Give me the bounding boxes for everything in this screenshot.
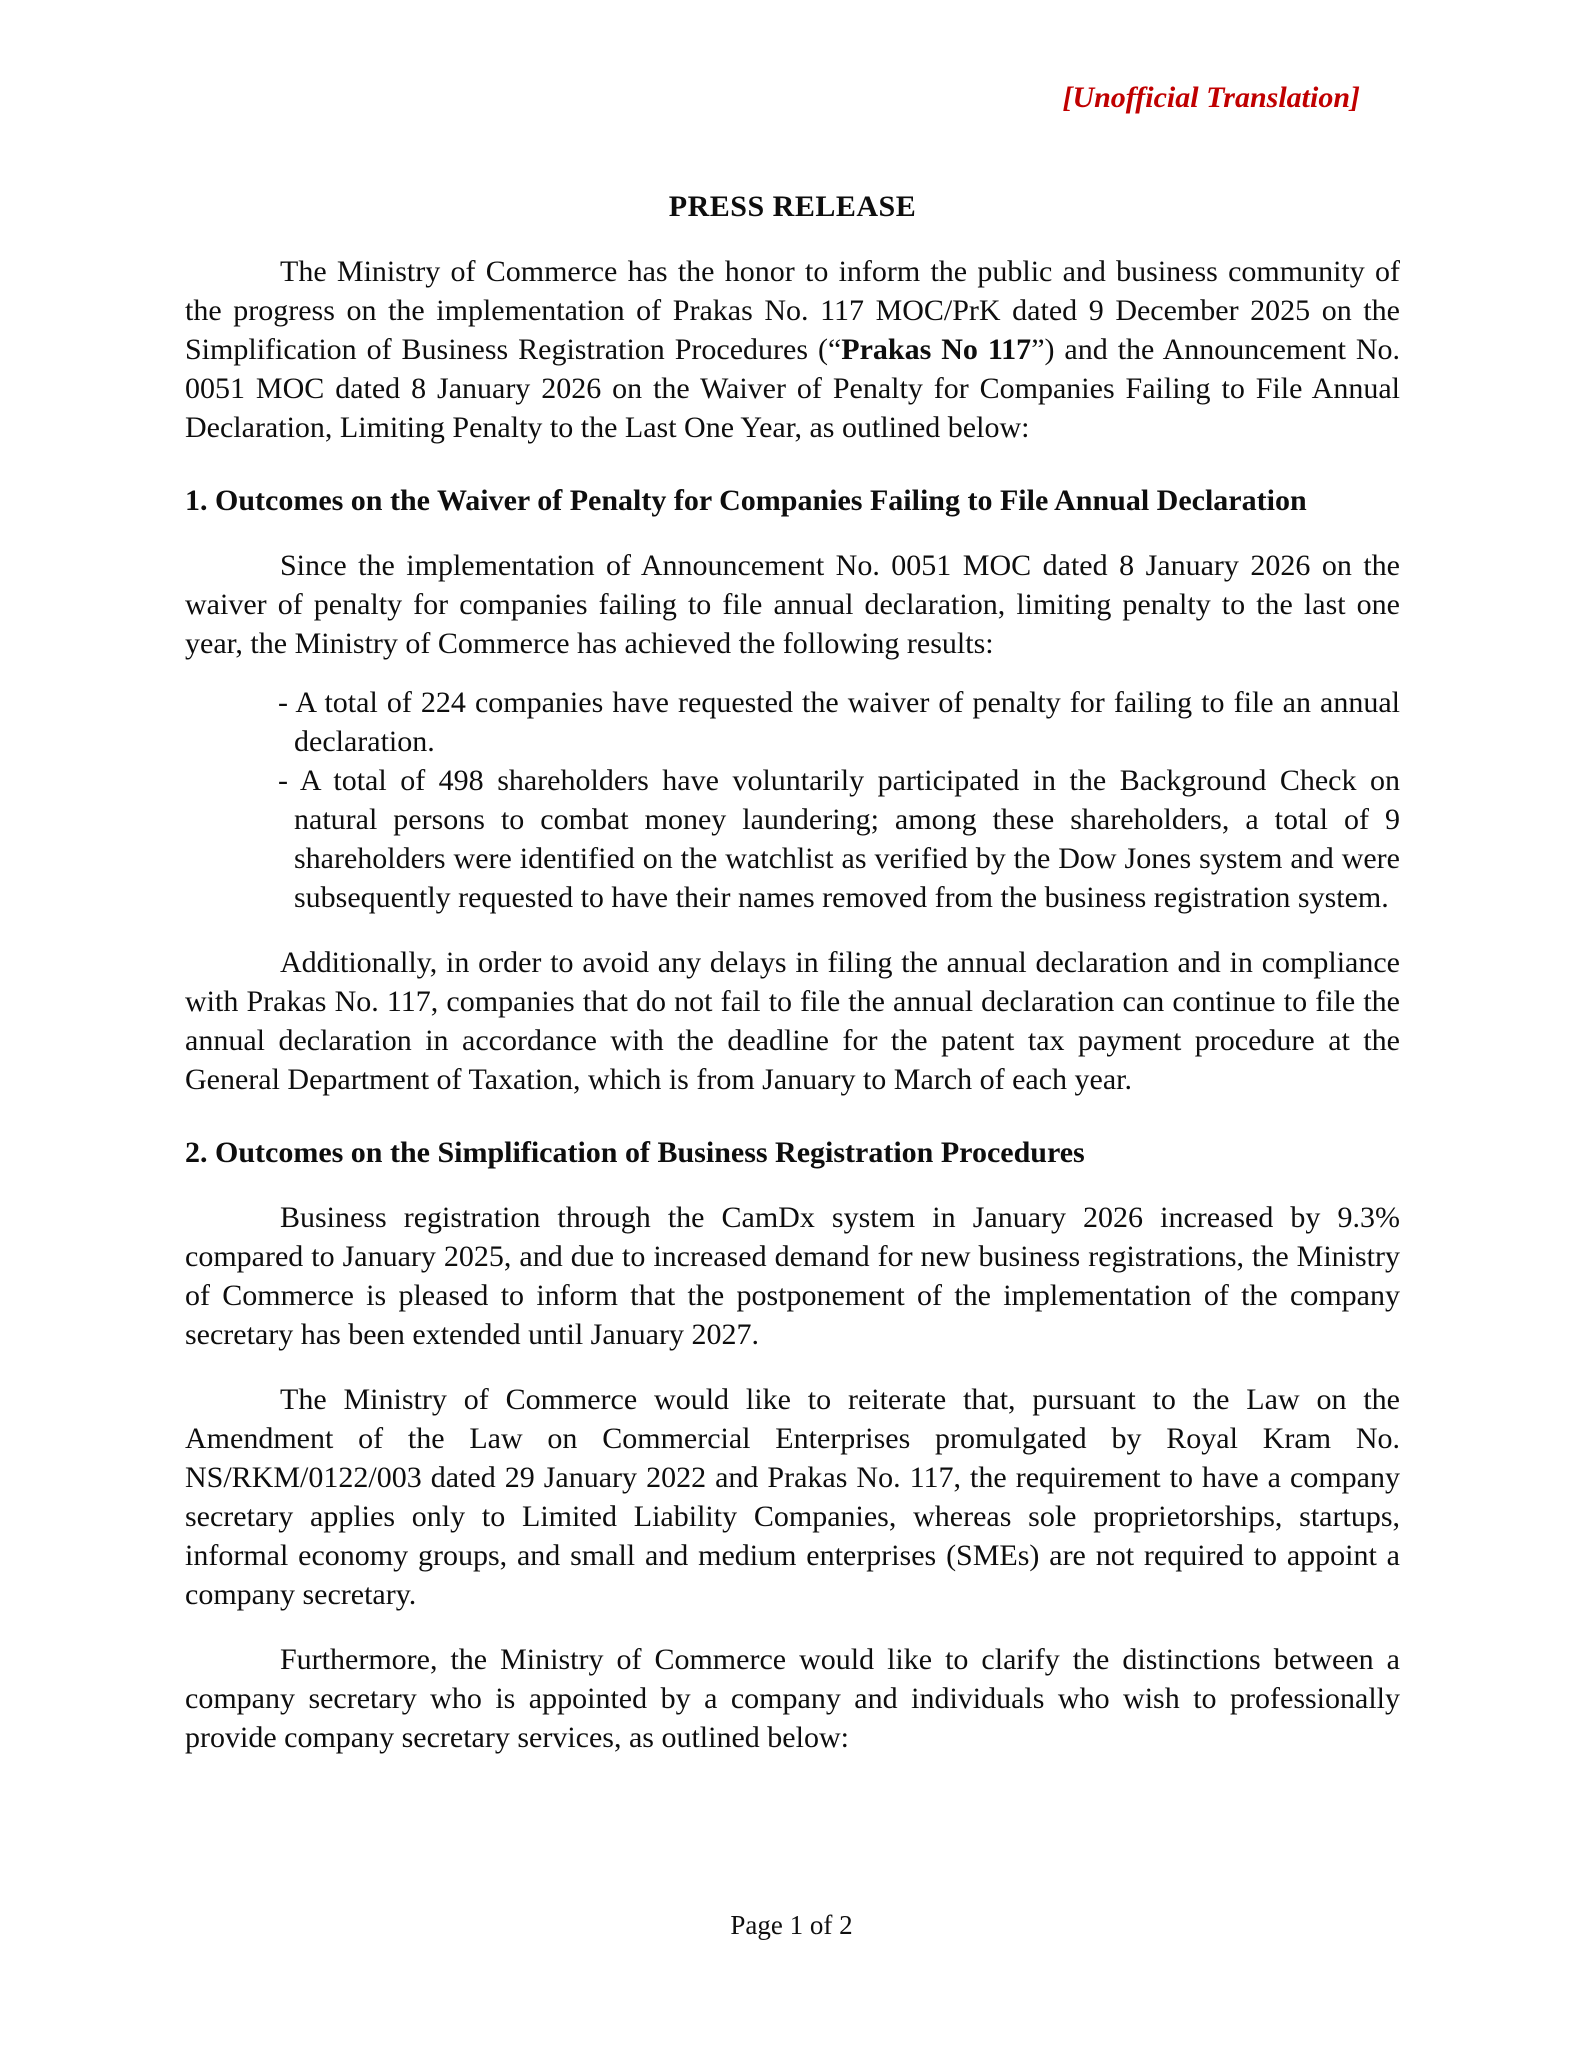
bullet-shareholders-498: - A total of 498 shareholders have voluntarily participated in the Background Check on natural persons to combat money laundering; among these shareholders, a total of 9 shareholders were identified on the watchlist as verified by the Dow Jones system and were subsequently requested to have their names removed from the business registration system. bbox=[278, 761, 1400, 917]
document-title: PRESS RELEASE bbox=[668, 190, 917, 223]
section-2-heading: 2. Outcomes on the Simplification of Business Registration Procedures bbox=[185, 1136, 1085, 1169]
intro-paragraph bbox=[185, 252, 1400, 447]
section-2-paragraph-3: Furthermore, the Ministry of Commerce would like to clarify the distinctions between a company secretary who is appointed by a company and individuals who wish to professionally provide company secretary services, as outlined below: bbox=[185, 1643, 1400, 1754]
prakas-no-117-bold: Prakas No 117 bbox=[841, 333, 1032, 366]
section-1-heading: 1. Outcomes on the Waiver of Penalty for Companies Failing to File Annual Declaration bbox=[185, 484, 1307, 517]
results-bullet-list bbox=[185, 683, 1400, 917]
section-1-paragraph-1: Since the implementation of Announcement No. 0051 MOC dated 8 January 2026 on the waiver of penalty for companies failing to file annual declaration, limiting penalty to the last one year, the Ministry of Commerce has achieved the following results: bbox=[185, 549, 1400, 660]
section-1-paragraph-2: Additionally, in order to avoid any delays in filing the annual declaration and in compliance with Prakas No. 117, companies that do not fail to file the annual declaration can continue to file the annual declaration in accordance with the deadline for the patent tax payment procedure at the General Department of Taxation, which is from January to March of each year. bbox=[185, 946, 1400, 1096]
unofficial-translation-note: [Unofficial Translation] bbox=[1062, 81, 1360, 114]
page-number-footer: Page 1 of 2 bbox=[730, 1910, 853, 1940]
intro-paragraph-part3: ”) and the Announcement No. 0051 MOC dated 8 January 2026 on the Waiver of Penalty for Companies Failing to File Annual Declaration, Limiting Penalty to the Last One Year, as outlined below: bbox=[185, 333, 1401, 444]
bullet-companies-224: - A total of 224 companies have requested the waiver of penalty for failing to file an annual declaration. bbox=[278, 683, 1400, 761]
section-2-paragraph-1: Business registration through the CamDx system in January 2026 increased by 9.3% compared to January 2025, and due to increased demand for new business registrations, the Ministry of Commerce is pleased to inform that the postponement of the implementation of the company secretary has been extended until January 2027. bbox=[185, 1201, 1400, 1351]
section-2-paragraph-2: The Ministry of Commerce would like to reiterate that, pursuant to the Law on the Amendment of the Law on Commercial Enterprises promulgated by Royal Kram No. NS/RKM/0122/003 dated 29 January 2022 and Prakas No. 117, the requirement to have a company secretary applies only to Limited Liability Companies, whereas sole proprietorships, startups, informal economy groups, and small and medium enterprises (SMEs) are not required to appoint a company secretary. bbox=[185, 1383, 1400, 1611]
intro-paragraph-part1: The Ministry of Commerce has the honor to inform the public and business community of the progress on the implementation of Prakas No. 117 MOC/PrK dated 9 December 2025 on the Simplification of Business Registration Procedures (“ bbox=[185, 255, 1400, 366]
